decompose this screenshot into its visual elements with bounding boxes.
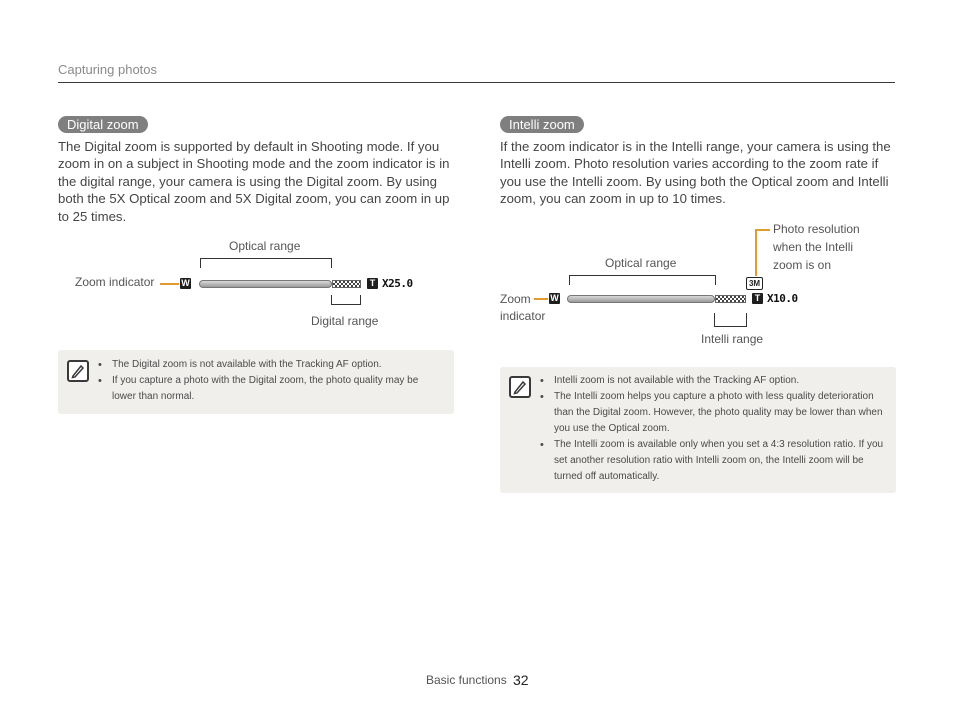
indicator-pointer-line [534,298,548,300]
digital-range-bracket [331,295,361,305]
footer-label: Basic functions [426,673,507,687]
photo-resolution-label: Photo resolution when the Intelli zoom is on [773,222,860,272]
tele-icon: T [367,278,378,289]
digital-zoom-bar [332,280,361,288]
note-icon [509,376,531,398]
intelli-zoom-bar [715,295,746,303]
digital-zoom-paragraph: The Digital zoom is supported by default in Shooting mode. If you zoom in on a subject in Shooting mode and the zoom indicator is in the digital range, your camera is using the Digital zoom. By using both the 5X Optical zoom and 5X Digital zoom, you can zoom in up to 25 times. [58,139,450,224]
note-item: • The Intelli zoom helps you capture a photo with less quality deterioration than the Digital zoom. However, the photo quality may be lower than when you use the Optical zoom. [540,389,888,437]
wide-icon: W [181,278,190,288]
zoom-label: Zoom [500,292,531,306]
optical-range-bracket [569,275,716,285]
note-icon [67,360,89,382]
intelli-range-label: Intelli range [701,332,764,346]
zoom-value: X25.0 [382,277,413,290]
resolution-pointer-v [755,229,757,276]
intelli-range-bracket [714,313,747,327]
note-item: • The Digital zoom is not available with the Tracking AF option. [98,357,443,373]
resolution-icon: 3M [746,277,763,290]
digital-zoom-badge: Digital zoom [58,116,148,133]
note-item: • If you capture a photo with the Digital zoom, the photo quality may be lower than normal. [98,373,443,405]
page-number: 32 [513,672,529,688]
tele-icon: T [752,293,763,304]
indicator-pointer-line [160,283,179,285]
intelli-zoom-badge: Intelli zoom [500,116,584,133]
optical-range-label: Optical range [229,239,301,253]
header-divider [58,82,895,83]
optical-zoom-bar [567,295,715,303]
zoom-indicator-label: Zoom indicator [75,275,155,289]
zoom-value: X10.0 [767,292,798,305]
section-header: Capturing photos [58,62,158,77]
resolution-pointer-h [756,229,770,231]
optical-zoom-bar [199,280,332,288]
optical-range-bracket [200,258,332,268]
intelli-zoom-note [500,367,896,493]
note-item: • The Intelli zoom is available only when you set a 4:3 resolution ratio. If you set another resolution ratio with Intelli zoom on, the Intelli zoom will be turned off automatically. [540,437,888,485]
digital-zoom-note [58,350,454,414]
optical-range-label: Optical range [605,256,677,270]
digital-range-label: Digital range [311,314,379,328]
wide-icon: W [550,293,559,303]
intelli-zoom-paragraph: If the zoom indicator is in the Intelli range, your camera is using the Intelli zoom. Photo resolution varies according to the zoom rate if you use the Intelli zoom. By using both the Optical zoom and Intelli zoom, you can zoom in up to 10 times. [500,139,891,207]
note-item: • Intelli zoom is not available with the Tracking AF option. [540,373,888,389]
indicator-label: indicator [500,309,546,323]
